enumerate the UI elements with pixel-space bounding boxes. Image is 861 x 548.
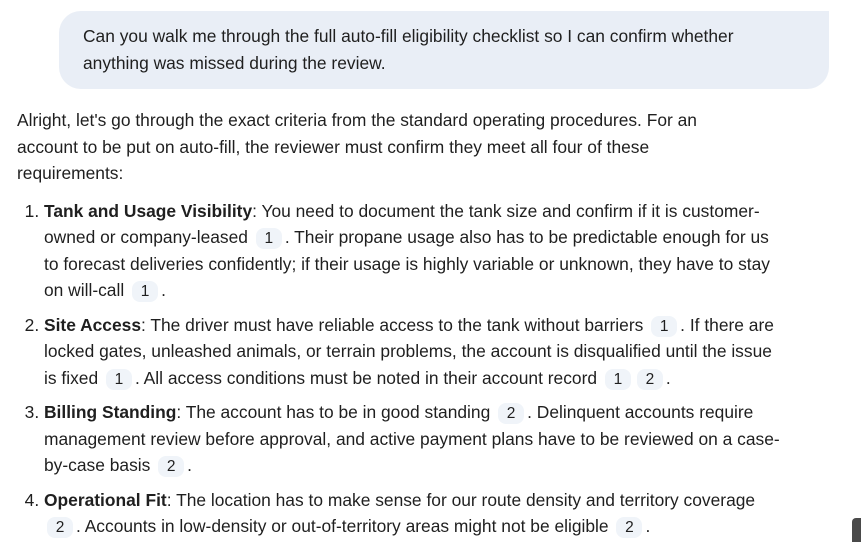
list-item [44,399,784,479]
criterion-text: . Accounts in low-density or out-of-territory areas might not be eligible [76,516,609,536]
criterion-text: . [665,367,671,388]
citation-chip[interactable]: 2 [616,517,642,538]
criterion-text: : The account has to be in good standing [176,402,491,422]
citation-chip[interactable]: 2 [498,403,524,424]
citation-chip[interactable]: 1 [106,369,132,390]
list-item [44,198,784,304]
criterion-text: . [645,516,651,536]
criterion-text: . [187,455,193,475]
criterion-term: Site Access [44,314,141,335]
criterion-text: . If there are locked gates, unleashed animals, or terrain problems, the account is disqualified until the issue is fixed [44,314,774,388]
criterion-text: . Delinquent accounts require management review before approval, and active payment plans have to be reviewed on a case-by-case basis [44,402,780,475]
criterion-text: . [161,280,166,300]
response-intro: Alright, let's go through the exact criteria from the standard operating procedures. For an account to be put on auto-fill, the reviewer must confirm they meet all four of these requirements: [17,110,697,183]
criterion-term: Operational Fit [44,489,167,510]
criterion-text: . Their propane usage also has to be predictable enough for us to forecast deliveries confidently; if their usage is highly variable or unknown, they have to stay on will-call [44,227,770,300]
criteria-list [17,198,784,540]
citation-chip[interactable]: 2 [47,517,73,538]
criterion-term: Tank and Usage Visibility [44,200,253,221]
citation-chip[interactable]: 1 [651,316,677,337]
citation-chip[interactable]: 1 [605,369,631,390]
list-item [44,487,784,540]
criterion-text: : You need to document the tank size and confirm if it is customer-owned or company-leased [44,200,760,247]
citation-chip[interactable]: 2 [158,456,184,477]
assistant-response [17,107,837,548]
criterion-text: : The driver must have reliable access to the tank without barriers [141,314,644,335]
scrollbar-thumb[interactable] [852,518,861,542]
citation-chip[interactable]: 1 [256,228,282,249]
criterion-term: Billing Standing [44,402,177,422]
criterion-text: . All access conditions must be noted in their account record [134,367,598,388]
list-item [44,312,784,392]
citation-chip[interactable]: 1 [132,281,158,302]
user-message-text: Can you walk me through the full auto-fill eligibility checklist so I can confirm whether anything was missed during the review. [83,26,734,73]
criterion-text: : The location has to make sense for our route density and territory coverage [166,489,756,510]
user-message-bubble [59,11,829,89]
citation-chip[interactable]: 2 [637,369,663,390]
